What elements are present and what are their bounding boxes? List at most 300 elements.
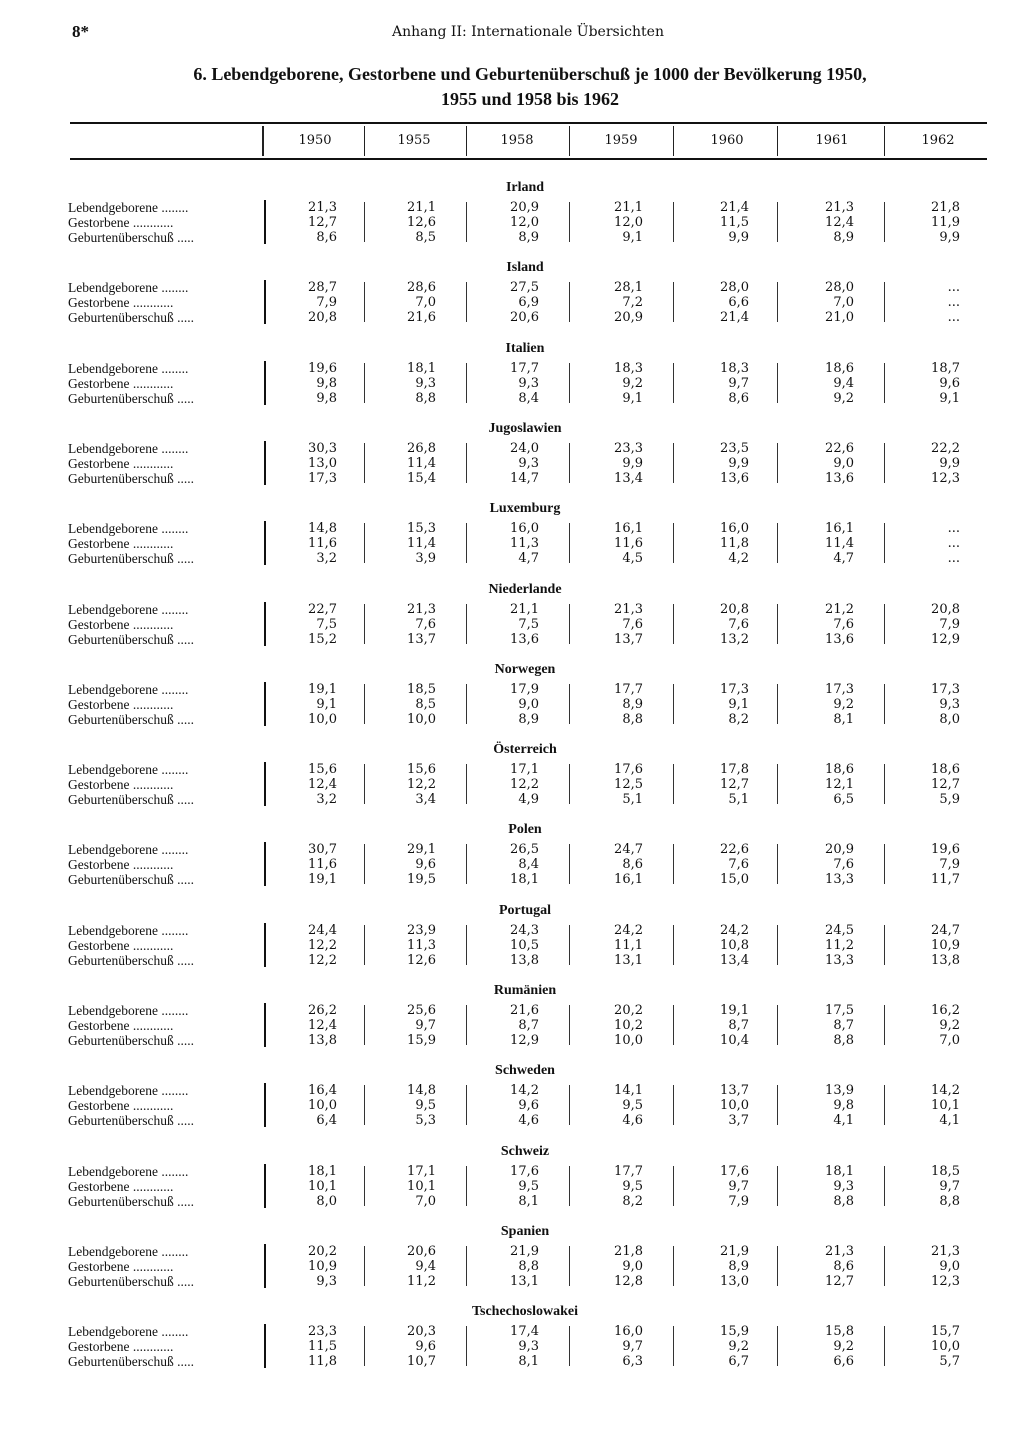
- table-row: [0, 1339, 1024, 1354]
- cell-1958: 21,1: [510, 602, 539, 617]
- cell-1950: 12,2: [308, 953, 337, 968]
- cell-1960: 12,7: [720, 777, 749, 792]
- table-title-line-1: 6. Lebendgeborene, Gestorbene und Geburtenüberschuß je 1000 der Bevölkerung 1950,: [193, 64, 867, 84]
- country-name: Norwegen: [494, 662, 556, 677]
- cell-1950: 16,4: [308, 1083, 337, 1098]
- cell-1961: 13,6: [825, 632, 854, 647]
- cell-1962: 20,8: [931, 602, 960, 617]
- cell-1960: 16,0: [720, 521, 749, 536]
- table-row: [0, 376, 1024, 391]
- cell-1960: 23,5: [720, 441, 749, 456]
- cell-1962: 14,2: [931, 1083, 960, 1098]
- cell-1959: 9,0: [622, 1259, 643, 1274]
- country-name: Island: [506, 260, 544, 275]
- country-section: [0, 501, 1024, 569]
- header-column-rule: [777, 126, 778, 156]
- row-label: Geburtenüberschuß .....: [68, 1274, 194, 1289]
- cell-1959: 17,7: [614, 1164, 643, 1179]
- cell-1950: 8,6: [316, 230, 337, 245]
- table-row: [0, 857, 1024, 872]
- table-row: [0, 842, 1024, 857]
- table-row: [0, 200, 1024, 215]
- row-label: Lebendgeborene ........: [68, 361, 189, 376]
- cell-1950: 30,7: [308, 842, 337, 857]
- cell-1960: 9,2: [728, 1339, 749, 1354]
- cell-1958: 17,7: [510, 361, 539, 376]
- cell-1961: 8,6: [833, 1259, 854, 1274]
- cell-1960: 20,8: [720, 602, 749, 617]
- cell-1959: 9,7: [622, 1339, 643, 1354]
- cell-1959: 9,5: [622, 1179, 643, 1194]
- cell-1961: 18,6: [825, 762, 854, 777]
- cell-1962: 7,0: [939, 1033, 960, 1048]
- cell-1955: 9,5: [415, 1098, 436, 1113]
- cell-1958: 13,1: [510, 1274, 539, 1289]
- cell-1958: 8,9: [518, 712, 539, 727]
- cell-1950: 15,6: [308, 762, 337, 777]
- cell-1960: 17,3: [720, 682, 749, 697]
- country-name: Italien: [505, 341, 545, 356]
- cell-1955: 9,3: [415, 376, 436, 391]
- cell-1960: 10,0: [720, 1098, 749, 1113]
- cell-1950: 13,8: [308, 1033, 337, 1048]
- cell-1959: 21,1: [614, 200, 643, 215]
- table-row: [0, 1083, 1024, 1098]
- cell-1955: 20,6: [407, 1244, 436, 1259]
- table-row: [0, 1179, 1024, 1194]
- table-row: [0, 551, 1024, 566]
- cell-1962: 8,0: [939, 712, 960, 727]
- cell-1959: 13,1: [614, 953, 643, 968]
- cell-1961: 7,0: [833, 295, 854, 310]
- row-label: Geburtenüberschuß .....: [68, 471, 194, 486]
- table-row: [0, 1018, 1024, 1033]
- cell-1961: 13,6: [825, 471, 854, 486]
- cell-1950: 24,4: [308, 923, 337, 938]
- cell-1958: 12,0: [510, 215, 539, 230]
- cell-1955: 9,4: [415, 1259, 436, 1274]
- table-row: [0, 1274, 1024, 1289]
- cell-1955: 10,1: [407, 1179, 436, 1194]
- cell-1958: 14,7: [510, 471, 539, 486]
- cell-1960: 6,7: [728, 1354, 749, 1369]
- cell-1950: 15,2: [308, 632, 337, 647]
- cell-1960: 8,2: [728, 712, 749, 727]
- header-column-rule: [569, 126, 570, 156]
- country-name: Schweden: [495, 1063, 555, 1078]
- cell-1960: 9,7: [728, 1179, 749, 1194]
- table-row: [0, 938, 1024, 953]
- cell-1959: 28,1: [614, 280, 643, 295]
- cell-1959: 17,7: [614, 682, 643, 697]
- cell-1958: 9,3: [518, 376, 539, 391]
- cell-1960: 10,4: [720, 1033, 749, 1048]
- cell-1958: 4,7: [518, 551, 539, 566]
- cell-1961: 9,3: [833, 1179, 854, 1194]
- running-head: Anhang II: Internationale Übersichten: [392, 24, 664, 40]
- cell-1955: 25,6: [407, 1003, 436, 1018]
- cell-1958: 12,2: [510, 777, 539, 792]
- header-column-rule: [673, 126, 674, 156]
- cell-1962: 7,9: [939, 857, 960, 872]
- cell-1962: 17,3: [931, 682, 960, 697]
- table-title-line-2: 1955 und 1958 bis 1962: [440, 89, 620, 109]
- cell-1962: 4,1: [939, 1113, 960, 1128]
- cell-1955: 9,7: [415, 1018, 436, 1033]
- cell-1959: 12,8: [614, 1274, 643, 1289]
- cell-1959: 9,2: [622, 376, 643, 391]
- cell-1950: 9,3: [316, 1274, 337, 1289]
- cell-1958: 9,0: [518, 697, 539, 712]
- cell-1955: 15,6: [407, 762, 436, 777]
- table-row: [0, 215, 1024, 230]
- page-header: [0, 22, 1024, 46]
- cell-1961: 8,8: [833, 1194, 854, 1209]
- cell-1955: 10,7: [407, 1354, 436, 1369]
- cell-1961: 9,2: [833, 697, 854, 712]
- cell-1950: 3,2: [316, 792, 337, 807]
- cell-1950: 12,4: [308, 777, 337, 792]
- table-row: [0, 682, 1024, 697]
- cell-1950: 11,5: [308, 1339, 337, 1354]
- row-label: Lebendgeborene ........: [68, 1324, 189, 1339]
- cell-1960: 6,6: [728, 295, 749, 310]
- row-label: Gestorbene ............: [68, 1179, 174, 1194]
- cell-1955: 7,6: [415, 617, 436, 632]
- cell-1960: 11,5: [720, 215, 749, 230]
- column-header-1962: 1962: [921, 133, 955, 148]
- cell-1959: 11,6: [614, 536, 643, 551]
- row-label: Gestorbene ............: [68, 1339, 174, 1354]
- row-label: Geburtenüberschuß .....: [68, 230, 194, 245]
- country-section: [0, 180, 1024, 248]
- row-label: Lebendgeborene ........: [68, 1244, 189, 1259]
- country-section: [0, 421, 1024, 489]
- cell-1959: 4,5: [622, 551, 643, 566]
- row-label: Gestorbene ............: [68, 857, 174, 872]
- cell-1959: 23,3: [614, 441, 643, 456]
- cell-1962: ...: [947, 536, 960, 551]
- cell-1961: 9,2: [833, 1339, 854, 1354]
- row-label: Gestorbene ............: [68, 456, 174, 471]
- row-label: Lebendgeborene ........: [68, 602, 189, 617]
- row-label: Geburtenüberschuß .....: [68, 872, 194, 887]
- cell-1959: 24,2: [614, 923, 643, 938]
- cell-1950: 26,2: [308, 1003, 337, 1018]
- cell-1961: 12,7: [825, 1274, 854, 1289]
- row-label: Geburtenüberschuß .....: [68, 1033, 194, 1048]
- cell-1950: 10,1: [308, 1179, 337, 1194]
- cell-1961: 8,8: [833, 1033, 854, 1048]
- cell-1961: 17,5: [825, 1003, 854, 1018]
- cell-1959: 7,2: [622, 295, 643, 310]
- cell-1960: 8,9: [728, 1259, 749, 1274]
- cell-1955: 29,1: [407, 842, 436, 857]
- row-label: Gestorbene ............: [68, 215, 174, 230]
- cell-1959: 14,1: [614, 1083, 643, 1098]
- table-row: [0, 953, 1024, 968]
- cell-1959: 9,1: [622, 230, 643, 245]
- table-row: [0, 1098, 1024, 1113]
- cell-1955: 9,6: [415, 1339, 436, 1354]
- cell-1960: 19,1: [720, 1003, 749, 1018]
- country-section: [0, 582, 1024, 650]
- cell-1955: 11,4: [407, 456, 436, 471]
- cell-1955: 3,9: [415, 551, 436, 566]
- cell-1950: 12,2: [308, 938, 337, 953]
- table-row: [0, 1354, 1024, 1369]
- cell-1955: 18,1: [407, 361, 436, 376]
- cell-1959: 10,2: [614, 1018, 643, 1033]
- cell-1961: 28,0: [825, 280, 854, 295]
- cell-1958: 10,5: [510, 938, 539, 953]
- country-name: Spanien: [500, 1224, 550, 1239]
- cell-1960: 24,2: [720, 923, 749, 938]
- table-row: [0, 1194, 1024, 1209]
- row-label: Gestorbene ............: [68, 295, 174, 310]
- cell-1959: 16,1: [614, 872, 643, 887]
- cell-1950: 17,3: [308, 471, 337, 486]
- cell-1950: 9,8: [316, 376, 337, 391]
- row-label: Lebendgeborene ........: [68, 1164, 189, 1179]
- cell-1958: 24,3: [510, 923, 539, 938]
- cell-1961: 17,3: [825, 682, 854, 697]
- cell-1961: 8,1: [833, 712, 854, 727]
- cell-1960: 11,8: [720, 536, 749, 551]
- cell-1962: 7,9: [939, 617, 960, 632]
- cell-1960: 3,7: [728, 1113, 749, 1128]
- row-label: Gestorbene ............: [68, 697, 174, 712]
- cell-1959: 9,5: [622, 1098, 643, 1113]
- cell-1962: 9,1: [939, 391, 960, 406]
- country-name: Österreich: [493, 742, 557, 757]
- cell-1958: 20,9: [510, 200, 539, 215]
- row-label: Gestorbene ............: [68, 1098, 174, 1113]
- cell-1961: 11,4: [825, 536, 854, 551]
- cell-1962: 13,8: [931, 953, 960, 968]
- cell-1958: 8,4: [518, 391, 539, 406]
- cell-1955: 9,6: [415, 857, 436, 872]
- cell-1961: 8,7: [833, 1018, 854, 1033]
- cell-1950: 20,8: [308, 310, 337, 325]
- table-row: [0, 632, 1024, 647]
- cell-1950: 19,6: [308, 361, 337, 376]
- cell-1958: 20,6: [510, 310, 539, 325]
- cell-1961: 21,2: [825, 602, 854, 617]
- row-label: Lebendgeborene ........: [68, 441, 189, 456]
- table-row: [0, 1033, 1024, 1048]
- cell-1955: 17,1: [407, 1164, 436, 1179]
- cell-1961: 11,2: [825, 938, 854, 953]
- cell-1958: 8,7: [518, 1018, 539, 1033]
- cell-1958: 24,0: [510, 441, 539, 456]
- cell-1950: 21,3: [308, 200, 337, 215]
- header-column-rule: [466, 126, 467, 156]
- country-name: Schweiz: [500, 1144, 550, 1159]
- cell-1962: 18,6: [931, 762, 960, 777]
- cell-1960: 28,0: [720, 280, 749, 295]
- cell-1950: 11,8: [308, 1354, 337, 1369]
- cell-1958: 9,3: [518, 1339, 539, 1354]
- cell-1962: 24,7: [931, 923, 960, 938]
- cell-1950: 9,8: [316, 391, 337, 406]
- cell-1959: 12,5: [614, 777, 643, 792]
- cell-1962: 11,7: [931, 872, 960, 887]
- cell-1958: 6,9: [518, 295, 539, 310]
- country-section: [0, 260, 1024, 328]
- cell-1962: 22,2: [931, 441, 960, 456]
- cell-1959: 20,2: [614, 1003, 643, 1018]
- cell-1958: 26,5: [510, 842, 539, 857]
- table-row: [0, 280, 1024, 295]
- cell-1962: ...: [947, 551, 960, 566]
- cell-1959: 16,1: [614, 521, 643, 536]
- cell-1955: 28,6: [407, 280, 436, 295]
- row-label: Geburtenüberschuß .....: [68, 1354, 194, 1369]
- cell-1962: 16,2: [931, 1003, 960, 1018]
- cell-1960: 7,6: [728, 617, 749, 632]
- cell-1950: 10,0: [308, 712, 337, 727]
- cell-1950: 6,4: [316, 1113, 337, 1128]
- table-row: [0, 792, 1024, 807]
- country-name: Portugal: [498, 903, 552, 918]
- cell-1961: 13,3: [825, 953, 854, 968]
- cell-1950: 18,1: [308, 1164, 337, 1179]
- table-row: [0, 456, 1024, 471]
- cell-1955: 12,6: [407, 953, 436, 968]
- cell-1961: 12,1: [825, 777, 854, 792]
- cell-1962: 18,7: [931, 361, 960, 376]
- row-label: Gestorbene ............: [68, 1259, 174, 1274]
- cell-1950: 9,1: [316, 697, 337, 712]
- cell-1962: 12,3: [931, 1274, 960, 1289]
- cell-1961: 6,5: [833, 792, 854, 807]
- cell-1955: 3,4: [415, 792, 436, 807]
- cell-1960: 15,0: [720, 872, 749, 887]
- cell-1955: 21,6: [407, 310, 436, 325]
- cell-1950: 12,7: [308, 215, 337, 230]
- cell-1959: 21,8: [614, 1244, 643, 1259]
- row-label: Geburtenüberschuß .....: [68, 310, 194, 325]
- cell-1958: 4,9: [518, 792, 539, 807]
- row-label: Gestorbene ............: [68, 1018, 174, 1033]
- cell-1958: 4,6: [518, 1113, 539, 1128]
- row-label: Gestorbene ............: [68, 617, 174, 632]
- cell-1961: 18,6: [825, 361, 854, 376]
- cell-1959: 13,4: [614, 471, 643, 486]
- cell-1959: 8,2: [622, 1194, 643, 1209]
- row-label: Lebendgeborene ........: [68, 521, 189, 536]
- cell-1959: 24,7: [614, 842, 643, 857]
- row-label: Lebendgeborene ........: [68, 842, 189, 857]
- country-section: [0, 1304, 1024, 1372]
- country-name: Jugoslawien: [488, 421, 562, 436]
- cell-1955: 20,3: [407, 1324, 436, 1339]
- table-row: [0, 602, 1024, 617]
- table-row: [0, 1003, 1024, 1018]
- cell-1962: 9,3: [939, 697, 960, 712]
- cell-1962: 8,8: [939, 1194, 960, 1209]
- cell-1959: 13,7: [614, 632, 643, 647]
- cell-1958: 13,8: [510, 953, 539, 968]
- cell-1958: 27,5: [510, 280, 539, 295]
- cell-1962: 18,5: [931, 1164, 960, 1179]
- row-label: Geburtenüberschuß .....: [68, 1194, 194, 1209]
- cell-1960: 18,3: [720, 361, 749, 376]
- cell-1950: 19,1: [308, 872, 337, 887]
- cell-1959: 18,3: [614, 361, 643, 376]
- page-number: 8*: [72, 22, 89, 41]
- table-row: [0, 1113, 1024, 1128]
- cell-1955: 23,9: [407, 923, 436, 938]
- country-section: [0, 1063, 1024, 1131]
- cell-1960: 9,7: [728, 376, 749, 391]
- row-label: Geburtenüberschuß .....: [68, 1113, 194, 1128]
- cell-1955: 18,5: [407, 682, 436, 697]
- cell-1961: 21,3: [825, 1244, 854, 1259]
- country-section: [0, 1224, 1024, 1292]
- cell-1962: 9,6: [939, 376, 960, 391]
- cell-1960: 7,6: [728, 857, 749, 872]
- cell-1959: 8,8: [622, 712, 643, 727]
- cell-1960: 17,8: [720, 762, 749, 777]
- cell-1958: 11,3: [510, 536, 539, 551]
- cell-1961: 8,9: [833, 230, 854, 245]
- cell-1955: 11,2: [407, 1274, 436, 1289]
- table-header: [70, 122, 987, 160]
- cell-1958: 7,5: [518, 617, 539, 632]
- cell-1960: 10,8: [720, 938, 749, 953]
- cell-1958: 12,9: [510, 1033, 539, 1048]
- cell-1961: 12,4: [825, 215, 854, 230]
- table-row: [0, 310, 1024, 325]
- cell-1960: 8,7: [728, 1018, 749, 1033]
- row-label: Lebendgeborene ........: [68, 923, 189, 938]
- cell-1950: 7,5: [316, 617, 337, 632]
- cell-1960: 21,4: [720, 200, 749, 215]
- table-row: [0, 471, 1024, 486]
- cell-1962: 10,9: [931, 938, 960, 953]
- cell-1961: 7,6: [833, 617, 854, 632]
- cell-1960: 17,6: [720, 1164, 749, 1179]
- cell-1950: 8,0: [316, 1194, 337, 1209]
- cell-1962: 9,9: [939, 456, 960, 471]
- table-row: [0, 617, 1024, 632]
- cell-1961: 15,8: [825, 1324, 854, 1339]
- cell-1959: 6,3: [622, 1354, 643, 1369]
- cell-1955: 14,8: [407, 1083, 436, 1098]
- table-row: [0, 697, 1024, 712]
- cell-1959: 7,6: [622, 617, 643, 632]
- cell-1961: 9,4: [833, 376, 854, 391]
- country-section: [0, 983, 1024, 1051]
- cell-1959: 9,9: [622, 456, 643, 471]
- cell-1950: 23,3: [308, 1324, 337, 1339]
- cell-1958: 17,1: [510, 762, 539, 777]
- cell-1955: 21,3: [407, 602, 436, 617]
- row-label: Geburtenüberschuß .....: [68, 953, 194, 968]
- country-name: Rumänien: [493, 983, 557, 998]
- cell-1950: 22,7: [308, 602, 337, 617]
- row-label: Lebendgeborene ........: [68, 1003, 189, 1018]
- country-name: Polen: [508, 822, 542, 837]
- row-label: Gestorbene ............: [68, 777, 174, 792]
- table-row: [0, 230, 1024, 245]
- cell-1955: 13,7: [407, 632, 436, 647]
- cell-1962: 9,0: [939, 1259, 960, 1274]
- cell-1958: 8,1: [518, 1194, 539, 1209]
- cell-1955: 15,9: [407, 1033, 436, 1048]
